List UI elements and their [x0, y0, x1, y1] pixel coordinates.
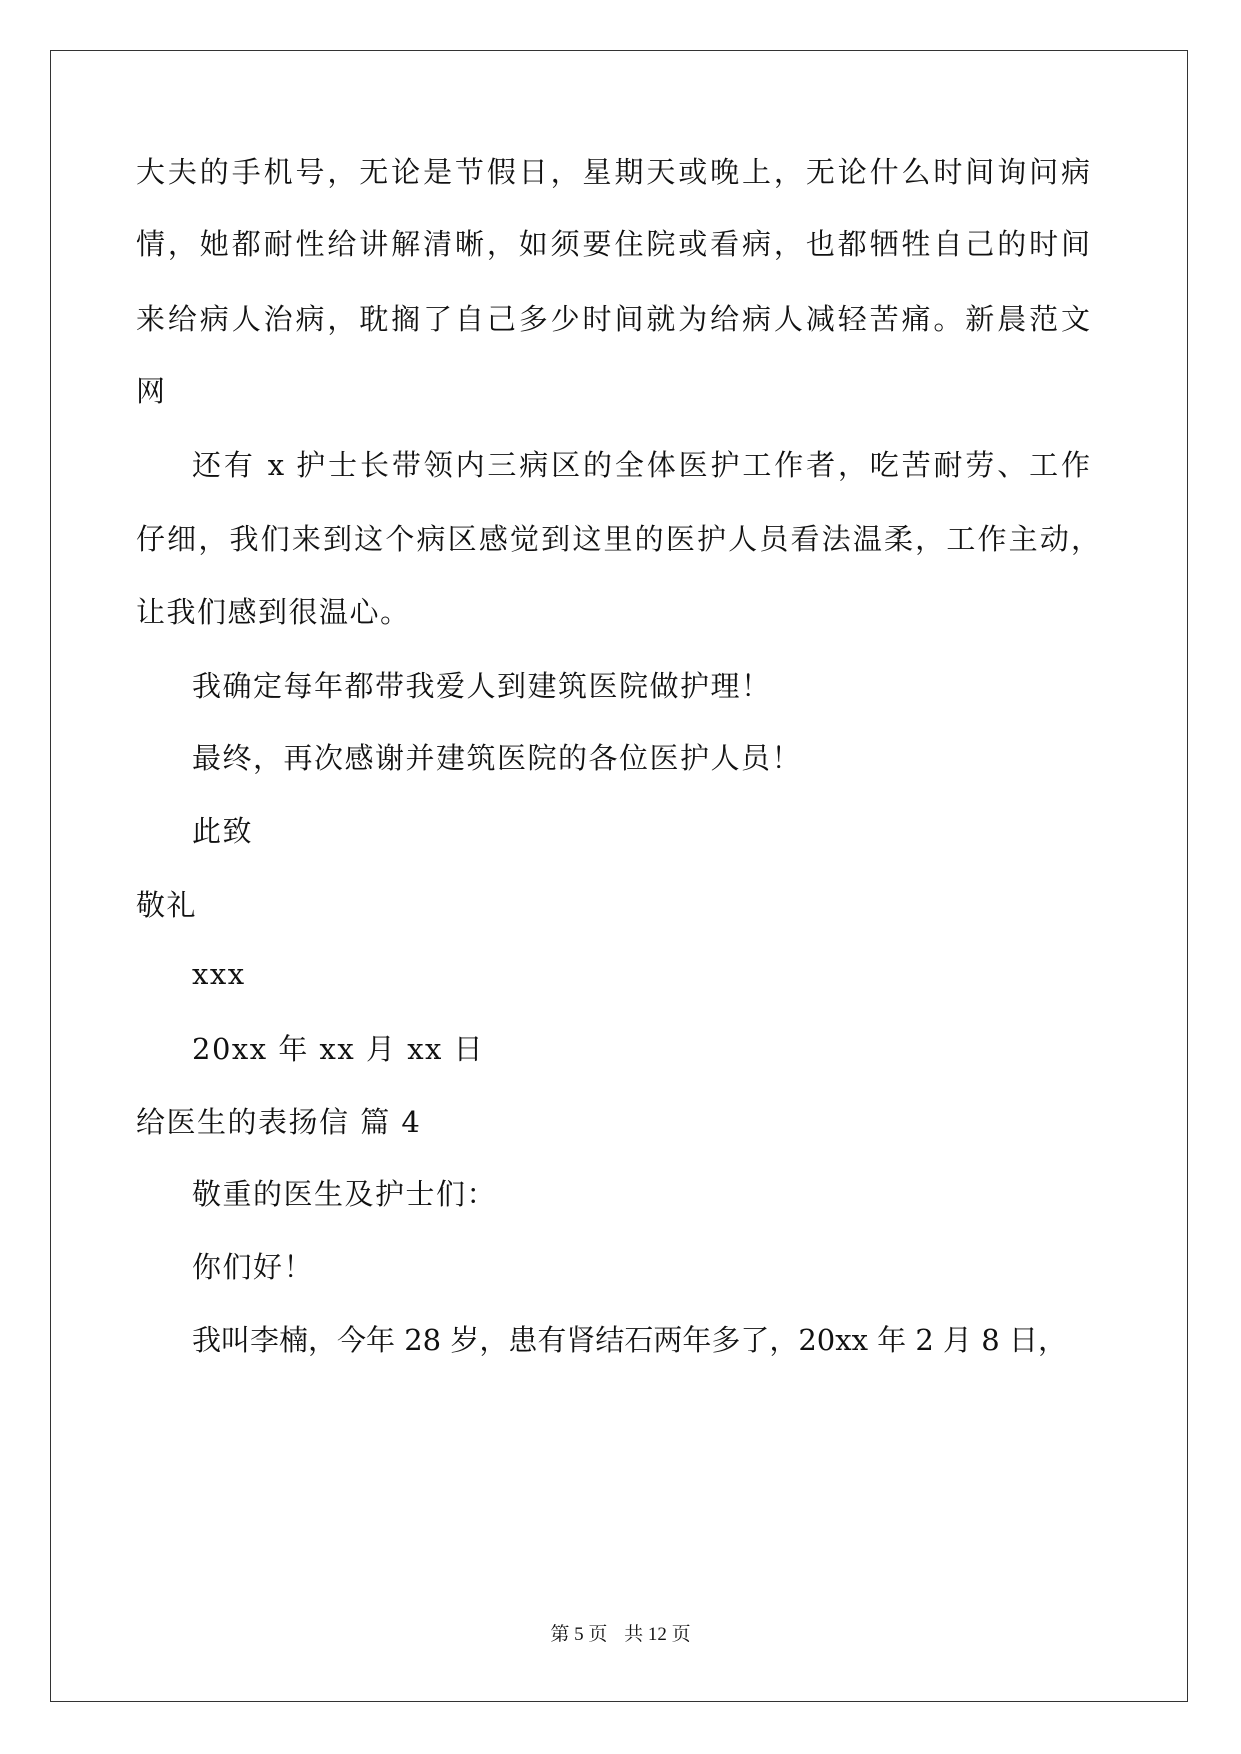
page-border: [50, 50, 1188, 1702]
paragraph-start: 我确定每年都带我爱人到建筑医院做护理！: [192, 669, 772, 703]
paragraph-start: 还有 x 护士长带领内三病区的全体医护工作者，吃苦耐劳、工作: [192, 448, 1090, 482]
text-line: 让我们感到很温心。: [136, 595, 411, 629]
greeting: 敬重的医生及护士们：: [192, 1177, 498, 1211]
paragraph-start: 我叫李楠，今年 28 岁，患有肾结石两年多了，20xx 年 2 月 8 日，: [192, 1323, 1067, 1357]
text-line: 情，她都耐性给讲解清晰，如须要住院或看病，也都牺牲自己的时间: [136, 227, 1090, 261]
signature: xxx: [192, 957, 246, 991]
text-line: 网: [136, 374, 167, 408]
section-heading: 给医生的表扬信 篇 4: [136, 1105, 422, 1139]
text-line: 仔细，我们来到这个病区感觉到这里的医护人员看法温柔，工作主动，: [136, 522, 1100, 556]
closing-regards: 敬礼: [136, 888, 198, 922]
page-number: 第 5 页: [550, 1624, 608, 1645]
greeting-line: 你们好！: [192, 1250, 315, 1284]
closing-salutation: 此致: [192, 814, 254, 848]
page-footer: [0, 1622, 1241, 1648]
page-total: 共 12 页: [624, 1624, 691, 1645]
paragraph-start: 最终，再次感谢并建筑医院的各位医护人员！: [192, 741, 803, 775]
text-line: 大夫的手机号，无论是节假日，星期天或晚上，无论什么时间询问病: [136, 155, 1090, 189]
date-line: 20xx 年 xx 月 xx 日: [192, 1032, 485, 1066]
text-line: 来给病人治病，耽搁了自己多少时间就为给病人减轻苦痛。新晨范文: [136, 302, 1090, 336]
